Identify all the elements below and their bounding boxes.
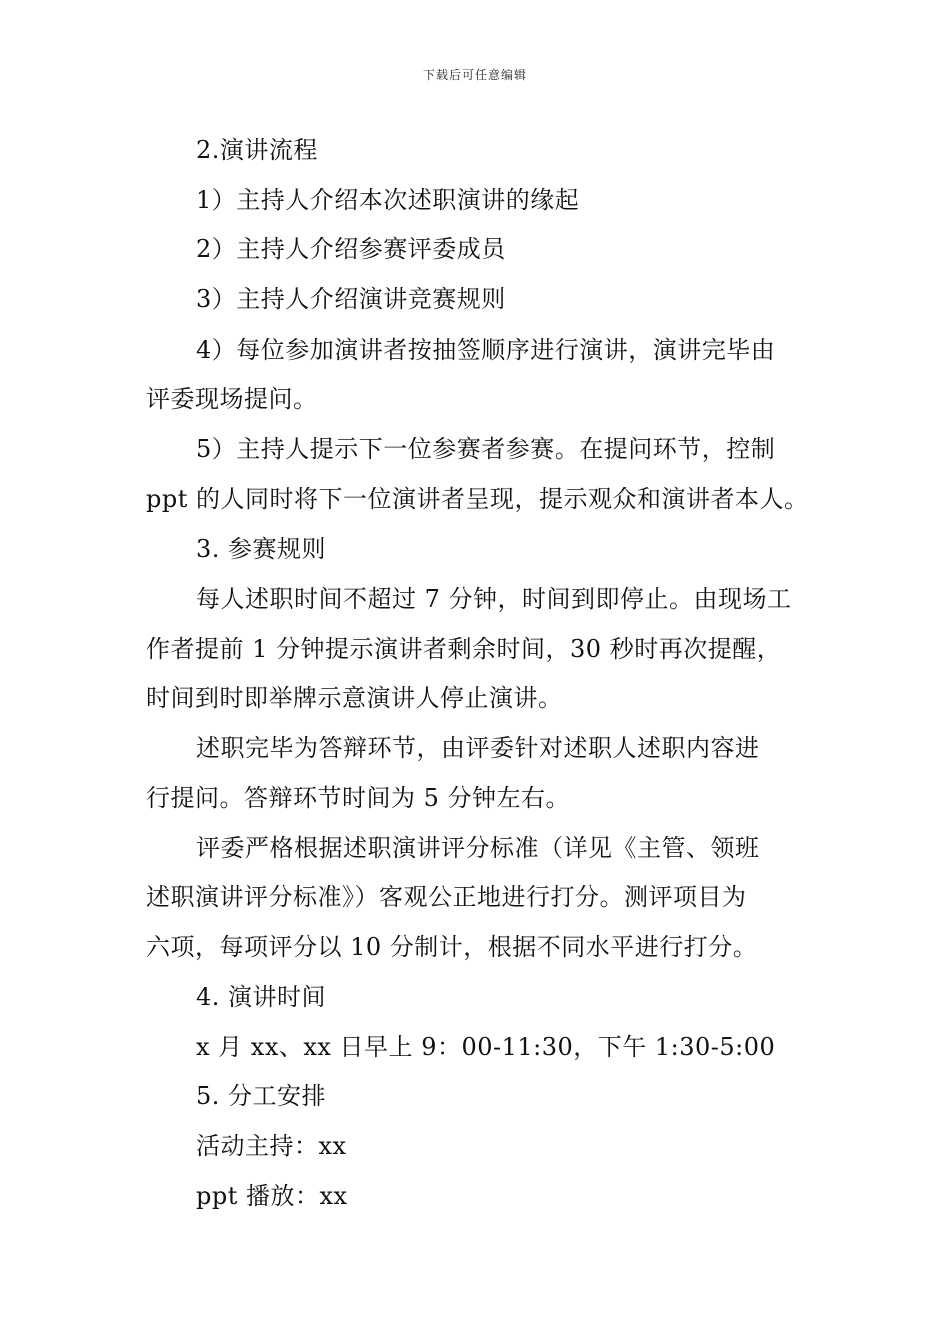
paragraph-line: 评委严格根据述职演讲评分标准（详见《主管、领班 [196,834,760,862]
section-heading: 5. 分工安排 [196,1082,327,1110]
paragraph-line: ppt 播放：xx [196,1182,348,1210]
list-item: 2）主持人介绍参赛评委成员 [196,235,506,263]
paragraph-line: x 月 xx、xx 日早上 9：00-11:30，下午 1:30-5:00 [196,1033,776,1061]
list-item: 1）主持人介绍本次述职演讲的缘起 [196,186,580,214]
paragraph-line: 述职完毕为答辩环节，由评委针对述职人述职内容进 [196,734,760,762]
paragraph-line: 六项，每项评分以 10 分制计，根据不同水平进行打分。 [146,933,758,961]
paragraph-line: 述职演讲评分标准》）客观公正地进行打分。测评项目为 [146,883,747,911]
section-heading: 2.演讲流程 [196,136,318,164]
list-item: 3）主持人介绍演讲竞赛规则 [196,285,506,313]
paragraph-line: 每人述职时间不超过 7 分钟，时间到即停止。由现场工 [196,585,792,613]
list-item: 4）每位参加演讲者按抽签顺序进行演讲，演讲完毕由 [196,336,776,364]
paragraph-line: ppt 的人同时将下一位演讲者呈现，提示观众和演讲者本人。 [146,485,809,513]
section-heading: 4. 演讲时间 [196,983,327,1011]
list-item: 5）主持人提示下一位参赛者参赛。在提问环节，控制 [196,435,776,463]
header-note: 下载后可任意编辑 [422,68,527,82]
paragraph-line: 行提问。答辩环节时间为 5 分钟左右。 [146,784,571,812]
section-heading: 3. 参赛规则 [196,535,327,563]
paragraph-line: 作者提前 1 分钟提示演讲者剩余时间，30 秒时再次提醒， [146,635,782,663]
paragraph-line: 评委现场提问。 [146,385,318,413]
paragraph-line: 活动主持：xx [196,1132,347,1160]
paragraph-line: 时间到时即举牌示意演讲人停止演讲。 [146,684,563,712]
